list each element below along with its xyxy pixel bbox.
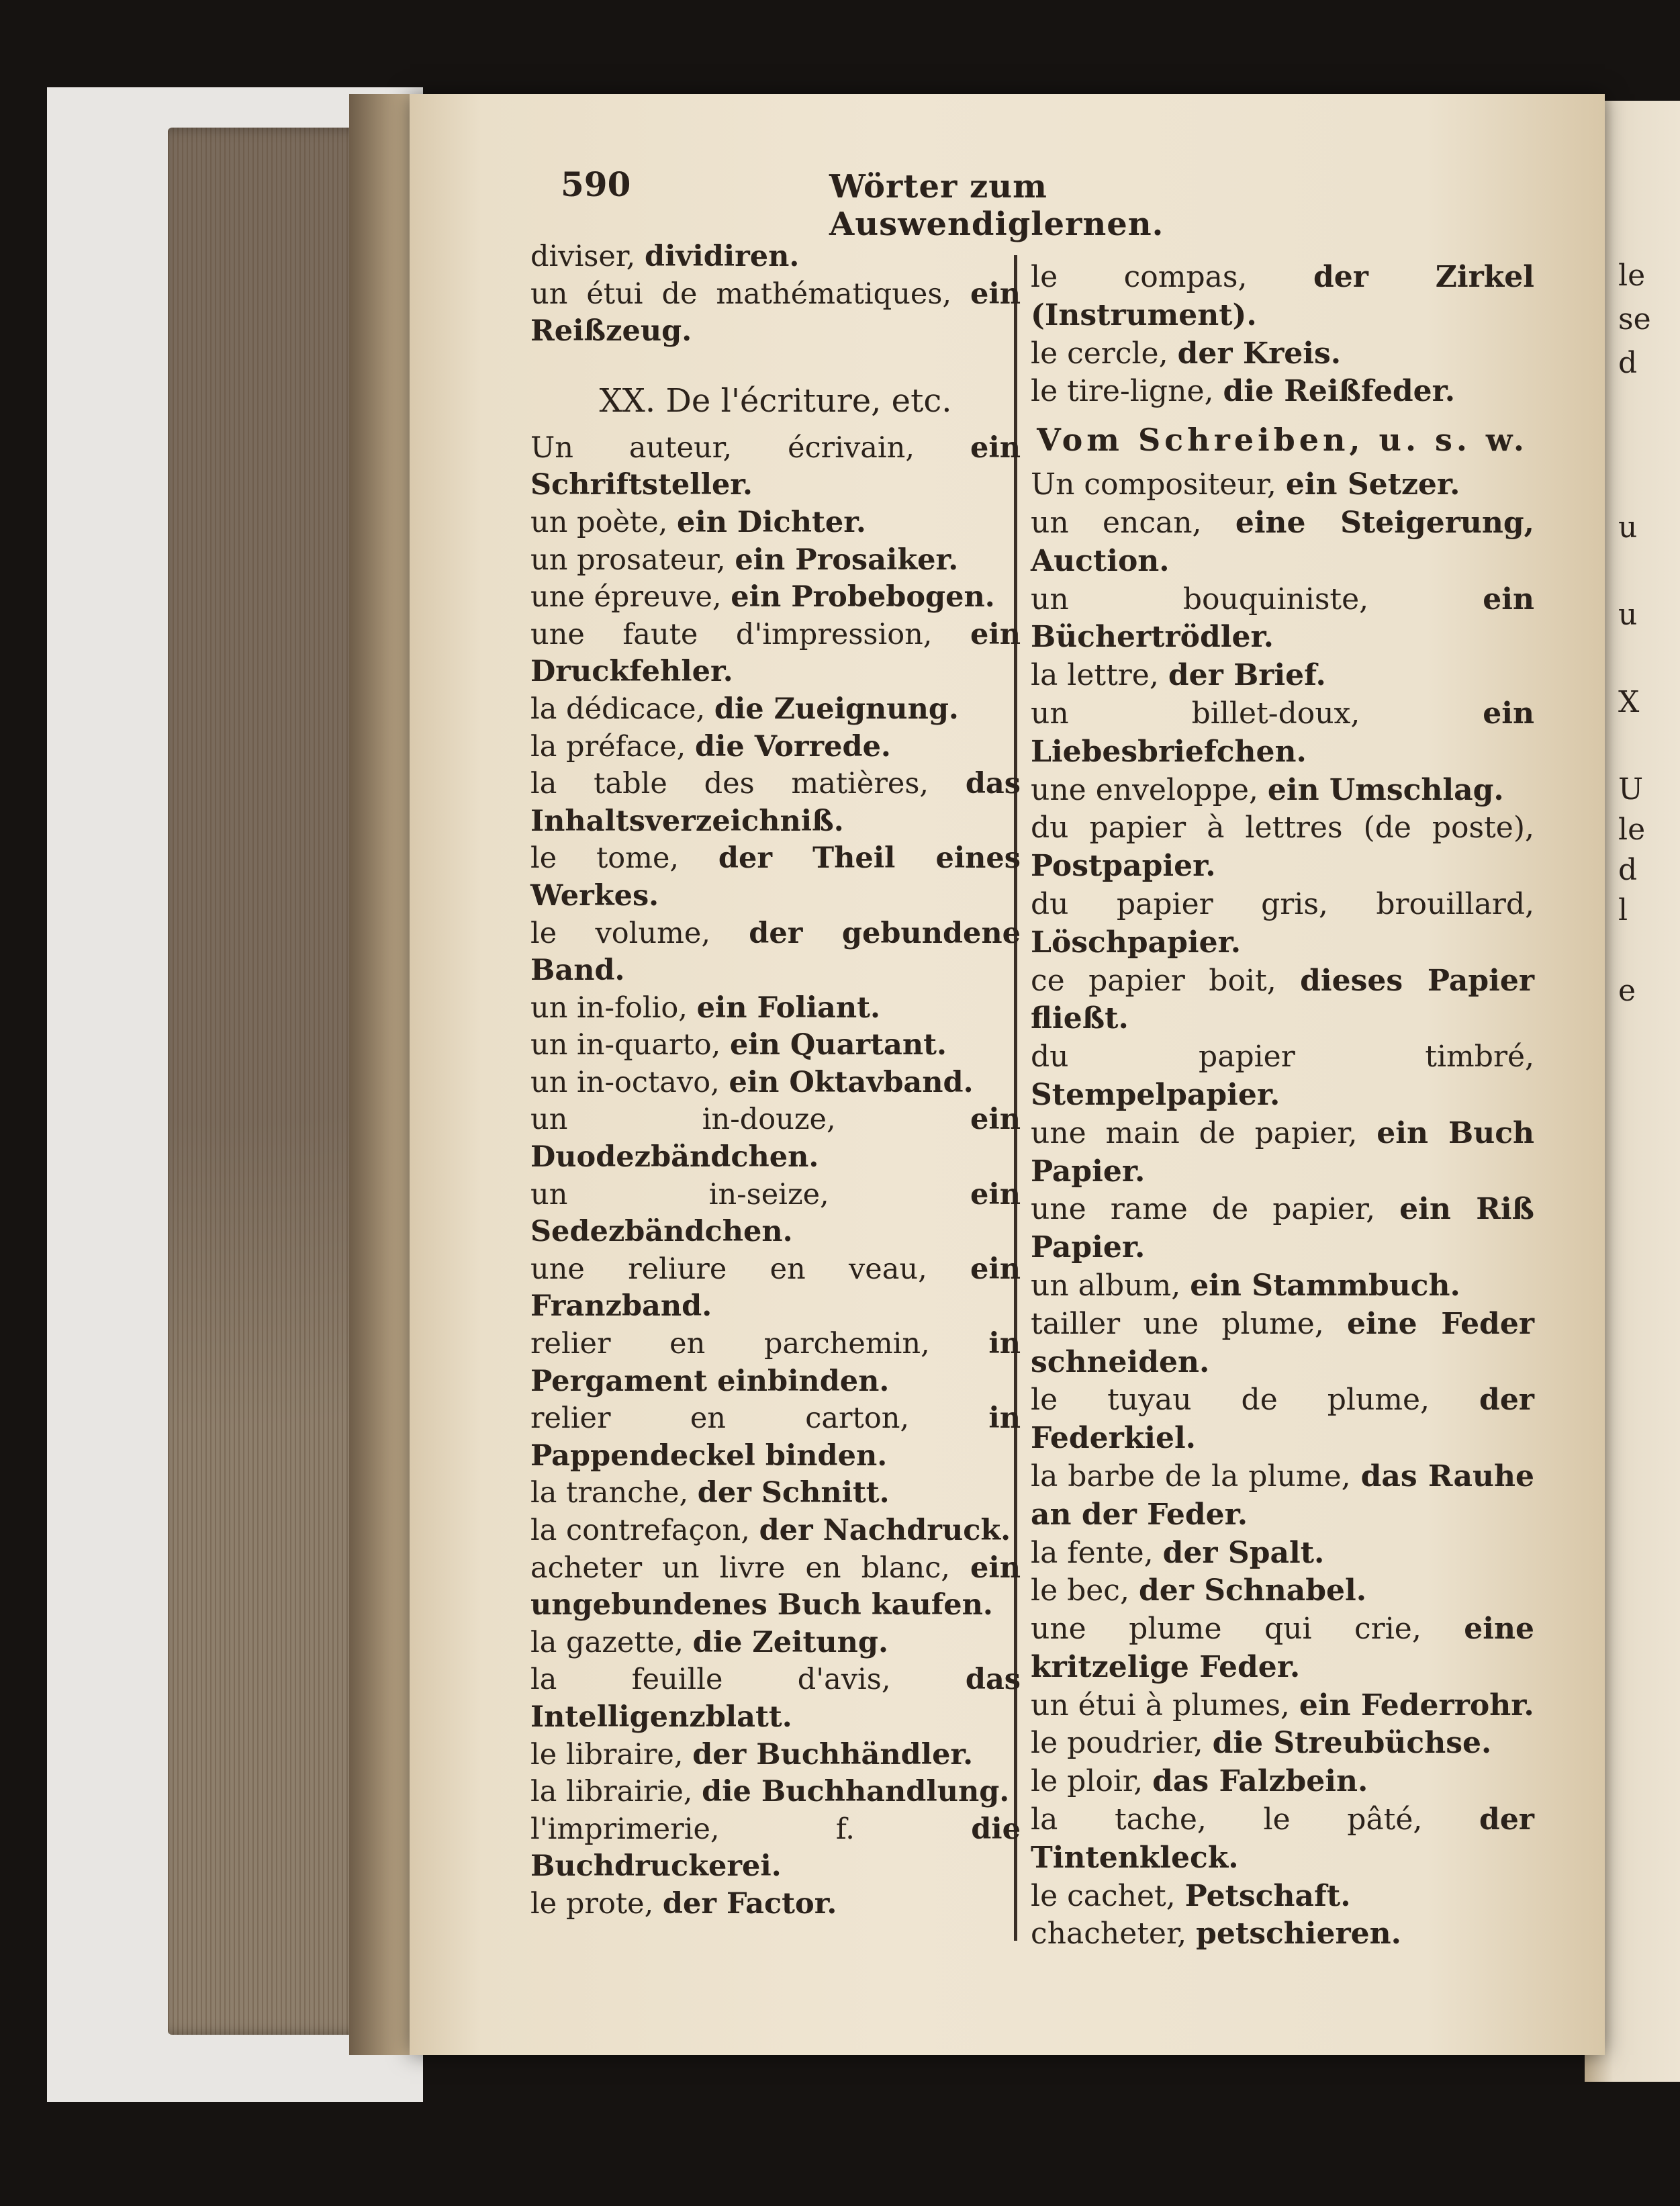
facing-fragment: u: [1618, 598, 1638, 632]
french-term: la lettre,: [1031, 658, 1159, 693]
right-top-entries: [1031, 259, 1534, 411]
french-term: un in-folio,: [530, 991, 688, 1025]
vocab-entry: [530, 840, 1021, 915]
german-term: der Tintenkleck.: [1031, 1802, 1534, 1875]
french-term: le ploir,: [1031, 1764, 1144, 1799]
french-term: une enveloppe,: [1031, 772, 1258, 807]
french-term: un in-octavo,: [530, 1065, 720, 1099]
vocab-entry: [1031, 1115, 1534, 1191]
facing-fragment: l: [1618, 893, 1628, 927]
german-term: ein Duodezbändchen.: [530, 1103, 1021, 1175]
vocab-entry: [530, 579, 1021, 616]
vocab-entry: [530, 1101, 1021, 1176]
section-heading-de: Vom Schreiben, u. s. w.: [1037, 422, 1528, 459]
french-term: la table des matières,: [530, 767, 929, 801]
vocab-entry: [1031, 886, 1534, 962]
vocab-entry: [1031, 809, 1534, 886]
german-term: petschieren.: [1196, 1917, 1401, 1951]
french-term: du papier gris, brouillard,: [1031, 886, 1534, 921]
french-term: du papier timbré,: [1031, 1040, 1534, 1074]
facing-fragment: U: [1618, 772, 1644, 807]
vocab-entry: [530, 990, 1021, 1027]
vocab-entry: [530, 1400, 1021, 1475]
french-term: un poète,: [530, 505, 668, 539]
german-term: ein Reißzeug.: [530, 277, 1021, 349]
french-term: le cachet,: [1031, 1878, 1176, 1913]
french-term: une plume qui crie,: [1031, 1612, 1421, 1647]
german-term: das Inhaltsverzeichniß.: [530, 767, 1021, 838]
german-term: ein Quartant.: [729, 1028, 947, 1062]
german-term: der Brief.: [1168, 658, 1326, 693]
vocab-entry: [1031, 1801, 1534, 1878]
german-term: ein Druckfehler.: [530, 617, 1021, 689]
vocab-entry: [1031, 466, 1534, 504]
german-term: ein Liebesbriefchen.: [1031, 696, 1534, 769]
german-term: die Zeitung.: [692, 1625, 888, 1659]
vocab-entry: [1031, 1687, 1534, 1725]
vocab-entry: [530, 542, 1021, 580]
german-term: eine Steigerung, Auction.: [1031, 505, 1534, 578]
french-term: un in-douze,: [530, 1103, 836, 1137]
vocab-entry: [1031, 259, 1534, 335]
vocab-entry: [1031, 695, 1534, 772]
french-term: la fente,: [1031, 1535, 1154, 1570]
vocab-entry: [530, 1774, 1021, 1811]
vocab-entry: [1031, 1915, 1534, 1954]
vocab-entry: [530, 1064, 1021, 1102]
german-term: ein Büchertrödler.: [1031, 582, 1534, 655]
french-term: le tuyau de plume,: [1031, 1383, 1430, 1418]
french-term: une épreuve,: [530, 580, 722, 614]
german-term: der Schnitt.: [697, 1476, 890, 1510]
left-column: [530, 238, 1021, 1923]
german-term: die Reißfeder.: [1223, 374, 1456, 409]
vocab-entry: [530, 1550, 1021, 1624]
german-term: die Buchdruckerei.: [530, 1812, 1021, 1884]
vocab-entry: [530, 1475, 1021, 1512]
german-term: Petschaft.: [1184, 1878, 1351, 1913]
french-term: du papier à lettres (de poste),: [1031, 811, 1534, 845]
french-term: Un auteur, écrivain,: [530, 430, 915, 465]
vocab-entry: [1031, 1763, 1534, 1801]
german-term: der Factor.: [662, 1886, 837, 1921]
german-term: der Nachdruck.: [759, 1514, 1011, 1547]
vocab-entry: [530, 1251, 1021, 1326]
german-term: der Schnabel.: [1138, 1573, 1367, 1608]
french-term: diviser,: [530, 240, 636, 273]
german-term: die Vorrede.: [695, 729, 891, 764]
french-term: le poudrier,: [1031, 1726, 1203, 1761]
vocab-entry: [530, 1811, 1021, 1886]
vocab-entry: [1031, 962, 1534, 1039]
french-term: un billet-doux,: [1031, 696, 1360, 731]
french-term: la gazette,: [530, 1625, 684, 1659]
french-term: un bouquiniste,: [1031, 582, 1369, 616]
french-term: la contrefaçon,: [530, 1514, 750, 1547]
vocab-entry: [1031, 373, 1534, 411]
french-term: la préface,: [530, 729, 686, 764]
french-term: le libraire,: [530, 1737, 684, 1772]
german-term: ein Sedezbändchen.: [530, 1177, 1021, 1249]
running-title: Wörter zum Auswendiglernen.: [829, 168, 1164, 243]
vocab-entry: [530, 1737, 1021, 1774]
german-term: der Buchhändler.: [692, 1737, 974, 1772]
facing-fragment: le: [1618, 813, 1646, 847]
french-term: la tranche,: [530, 1476, 689, 1510]
german-term: die Zueignung.: [714, 692, 959, 726]
facing-fragment: se: [1618, 302, 1651, 336]
vocab-entry: [1031, 657, 1534, 695]
german-term: der gebundene Band.: [530, 916, 1021, 988]
vocab-entry: [530, 1886, 1021, 1923]
french-term: chacheter,: [1031, 1917, 1187, 1951]
vocab-entry: [530, 276, 1021, 351]
vocab-entry: [1031, 1305, 1534, 1382]
vocab-entry: [1031, 1534, 1534, 1573]
french-term: une faute d'impression,: [530, 617, 933, 651]
vocab-entry: [1031, 1038, 1534, 1115]
german-term: eine kritzelige Feder.: [1031, 1612, 1534, 1684]
french-term: un in-seize,: [530, 1177, 829, 1211]
german-term: Löschpapier.: [1031, 925, 1242, 960]
german-term: ein Probebogen.: [731, 580, 995, 614]
german-term: dieses Papier fließt.: [1031, 963, 1534, 1036]
vocab-entry: [530, 238, 1021, 276]
german-term: eine Feder schneiden.: [1031, 1306, 1534, 1379]
german-term: Stempelpapier.: [1031, 1077, 1280, 1112]
french-term: ce papier boit,: [1031, 963, 1276, 998]
german-term: die Streubüchse.: [1212, 1726, 1492, 1761]
french-term: la librairie,: [530, 1775, 693, 1809]
german-term: ein Foliant.: [696, 991, 880, 1025]
vocab-entry: [1031, 335, 1534, 373]
vocab-entry: [530, 616, 1021, 691]
french-term: un in-quarto,: [530, 1028, 721, 1062]
french-term: la dédicace,: [530, 692, 706, 726]
german-term: ein Oktavband.: [729, 1065, 974, 1099]
german-term: ein Prosaiker.: [735, 543, 959, 577]
german-term: ein Federrohr.: [1299, 1688, 1534, 1722]
french-term: le tome,: [530, 841, 680, 876]
german-term: ein Stammbuch.: [1190, 1268, 1460, 1303]
french-term: une reliure en veau,: [530, 1252, 927, 1286]
french-term: un étui de mathématiques,: [530, 277, 952, 311]
french-term: la feuille d'avis,: [530, 1663, 891, 1697]
french-term: une main de papier,: [1031, 1115, 1358, 1150]
german-term: der Spalt.: [1162, 1535, 1325, 1570]
vocab-entry: [1031, 1572, 1534, 1610]
german-term: ein Franzband.: [530, 1252, 1021, 1324]
german-term: dividiren.: [645, 240, 800, 273]
german-term: das Rauhe an der Feder.: [1031, 1459, 1534, 1532]
vocab-entry: [1031, 772, 1534, 810]
vocab-entry: [1031, 1381, 1534, 1458]
german-term: in Pergament einbinden.: [530, 1327, 1021, 1398]
vocab-entry: [530, 729, 1021, 766]
french-term: Un compositeur,: [1031, 467, 1276, 502]
french-term: le cercle,: [1031, 336, 1168, 371]
french-term: un étui à plumes,: [1031, 1688, 1290, 1722]
french-term: acheter un livre en blanc,: [530, 1551, 950, 1585]
german-term: ein Umschlag.: [1267, 772, 1504, 807]
vocab-entry: [530, 1624, 1021, 1662]
german-term: in Pappendeckel binden.: [530, 1401, 1021, 1473]
vocab-entry: [530, 915, 1021, 990]
german-term: der Zirkel (Instrument).: [1031, 260, 1534, 332]
german-term: der Kreis.: [1177, 336, 1342, 371]
german-term: der Federkiel.: [1031, 1383, 1534, 1456]
german-term: ein ungebundenes Buch kaufen.: [530, 1551, 1021, 1622]
vocab-entry: [530, 1177, 1021, 1251]
vocab-entry: [1031, 504, 1534, 581]
french-term: une rame de papier,: [1031, 1192, 1376, 1227]
page-header: [561, 165, 1286, 243]
german-term: das Intelligenzblatt.: [530, 1663, 1021, 1734]
vocab-entry: [530, 1027, 1021, 1064]
vocab-entry: [1031, 1267, 1534, 1305]
facing-fragment: le: [1618, 259, 1646, 293]
german-term: ein Riß Papier.: [1031, 1192, 1534, 1265]
french-term: le compas,: [1031, 260, 1248, 294]
vocab-entry: [530, 1326, 1021, 1400]
french-term: la barbe de la plume,: [1031, 1459, 1351, 1493]
right-entries: [1031, 466, 1534, 1954]
german-term: die Buchhandlung.: [702, 1775, 1010, 1809]
vocab-entry: [530, 766, 1021, 840]
facing-fragment: X: [1618, 685, 1640, 719]
french-term: le tire-ligne,: [1031, 374, 1214, 409]
german-term: Postpapier.: [1031, 849, 1216, 884]
french-term: tailler une plume,: [1031, 1306, 1324, 1341]
vocab-entry: [1031, 1725, 1534, 1763]
german-term: ein Dichter.: [677, 505, 866, 539]
french-term: relier en parchemin,: [530, 1327, 930, 1361]
facing-fragment: d: [1618, 853, 1638, 887]
vocab-entry: [1031, 1191, 1534, 1267]
left-entries: [530, 430, 1021, 1923]
german-term: ein Setzer.: [1285, 467, 1460, 502]
german-term: das Falzbein.: [1152, 1764, 1368, 1799]
french-term: le prote,: [530, 1886, 654, 1921]
facing-fragment: d: [1618, 346, 1638, 380]
facing-fragment: u: [1618, 510, 1638, 545]
vocab-entry: [1031, 1610, 1534, 1687]
vocab-entry: [1031, 1458, 1534, 1534]
facing-fragment: e: [1618, 974, 1636, 1008]
french-term: le bec,: [1031, 1573, 1129, 1608]
left-top-entries: [530, 238, 1021, 351]
french-term: un encan,: [1031, 505, 1202, 540]
french-term: la tache, le pâté,: [1031, 1802, 1423, 1837]
right-column: [1031, 259, 1534, 1954]
french-term: un prosateur,: [530, 543, 726, 577]
french-term: l'imprimerie, f.: [530, 1812, 855, 1846]
french-term: un album,: [1031, 1268, 1181, 1303]
german-term: ein Buch Papier.: [1031, 1115, 1534, 1189]
vocab-entry: [1031, 581, 1534, 657]
section-heading-fr: XX. De l'écriture, etc.: [599, 381, 952, 420]
vocab-entry: [530, 430, 1021, 504]
french-term: relier en carton,: [530, 1401, 910, 1436]
german-term: ein Schriftsteller.: [530, 430, 1021, 502]
vocab-entry: [530, 1661, 1021, 1736]
french-term: le volume,: [530, 916, 710, 950]
vocab-entry: [530, 504, 1021, 542]
vocab-entry: [530, 1512, 1021, 1550]
vocab-entry: [530, 691, 1021, 729]
page-number: 590: [561, 165, 631, 204]
vocab-entry: [1031, 1878, 1534, 1916]
german-term: der Theil eines Werkes.: [530, 841, 1021, 913]
